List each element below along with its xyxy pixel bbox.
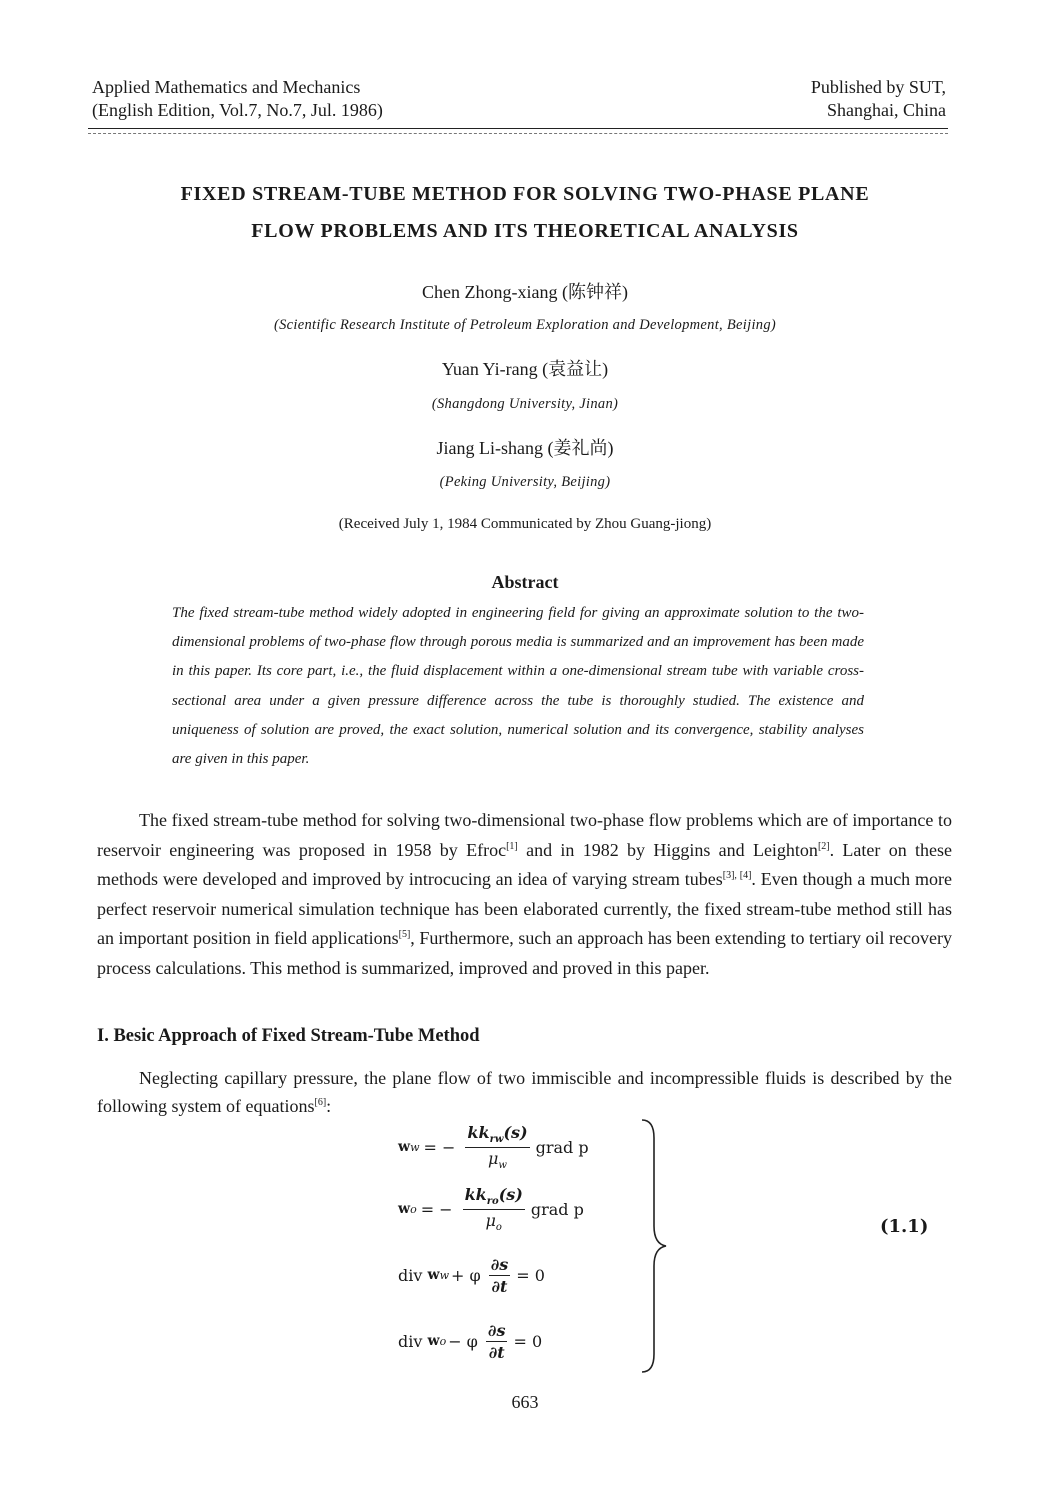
equation-oil-velocity: w o = − $\frac{kk_{ro}(s)}{\mu_o}$ grad p: [398, 1185, 584, 1233]
citation-ref: [1]: [506, 840, 518, 852]
author-name: Jiang Li-shang (姜礼尚): [436, 438, 614, 458]
received-note: (Received July 1, 1984 Communicated by Zhou Guang-jiong): [338, 516, 712, 532]
author-affiliation: (Shangdong University, Jinan): [431, 396, 619, 412]
citation-ref: [5]: [398, 929, 411, 941]
journal-citation: Applied Mathematics and Mechanics (English Edition, Vol.7, No.7, Jul. 1986): [92, 77, 383, 120]
citation-ref: [6]: [314, 1097, 327, 1108]
fraction: $\frac{kk_{ro}(s)}{\mu_o}$: [464, 1185, 523, 1233]
paper-title: FIXED STREAM-TUBE METHOD FOR SOLVING TWO-PHASE PLANE FLOW PROBLEMS AND ITS THEORETICAL ANALYSIS: [180, 183, 870, 242]
section-heading: I. Besic Approach of Fixed Stream-Tube Method: [97, 1026, 480, 1046]
equation-number: (1.1): [880, 1216, 929, 1237]
citation-ref: [3], [4]: [722, 870, 752, 882]
header-rule: [88, 128, 948, 129]
intro-paragraph: The fixed stream-tube method for solving two-dimensional two-phase flow problems which are of importance to reservoir engineering was proposed in 1958 by Efroc[1] and in 1982 by Higgins and Leighton[2]. Later on these methods were developed and improved by introcucing an idea of varying stream tubes[3], [4]. Even though a much more perfect reservoir numerical simulation technique has been elaborated currently, the fixed stream-tube method still has an important position in field applications[5], Furthermore, such an approach has been extending to tertiary oil recovery process calculations. This method is summarized, improved and proved in this paper.: [97, 810, 953, 978]
header-rule-secondary: [88, 133, 948, 134]
right-brace-icon: [640, 1118, 670, 1374]
author-affiliation: (Peking University, Beijing): [439, 474, 611, 490]
section-paragraph: Neglecting capillary pressure, the plane flow of two immiscible and incompressible fluids is described by the following system of equations[6]:: [97, 1068, 952, 1116]
abstract-text: The fixed stream-tube method widely adopted in engineering field for giving an approximate solution to the two-dimensional problems of two-phase flow through porous media is summarized and an improvement has been made in this paper. Its core part, i.e., the fluid displacement within a one-dimensional stream tube with variable cross-sectional area under a given pressure difference across the tube is thoroughly studied. The existence and uniqueness of solution are proved, the exact solution, numerical solution and its convergence, stability analyses are given in this paper.: [172, 605, 864, 768]
equation-water-continuity: div w w + φ $\frac{\partial s}{\partial t}$ = 0: [398, 1254, 545, 1296]
fraction: $\frac{kk_{rw}(s)}{\mu_w}$: [467, 1123, 528, 1171]
publisher-info: Published by SUT, Shanghai, China: [810, 77, 946, 120]
author-name: Chen Zhong-xiang (陈钟祥): [422, 282, 628, 302]
fraction: $\frac{\partial s}{\partial t}$: [490, 1254, 509, 1296]
equation-oil-continuity: div w o − φ $\frac{\partial s}{\partial t}$ = 0: [398, 1320, 543, 1362]
page-number: 663: [511, 1392, 539, 1412]
author-name: Yuan Yi-rang (袁益让): [441, 359, 609, 379]
citation-ref: [2]: [817, 840, 830, 852]
equation-system: [398, 1122, 658, 1372]
fraction: $\frac{\partial s}{\partial t}$: [487, 1320, 506, 1362]
abstract-heading: Abstract: [491, 572, 559, 592]
equation-water-velocity: w w = − $\frac{kk_{rw}(s)}{\mu_w}$ grad p: [398, 1123, 589, 1171]
author-affiliation: (Scientific Research Institute of Petroleum Exploration and Development, Beijing): [274, 317, 776, 333]
